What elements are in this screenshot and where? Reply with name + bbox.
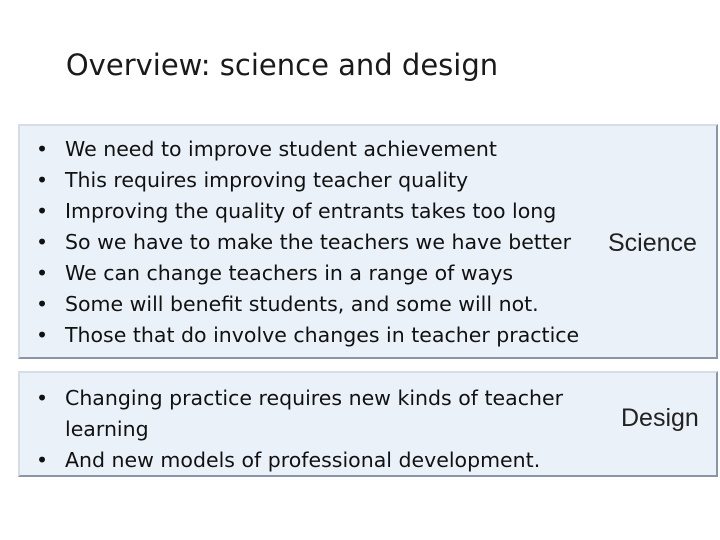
bullet-icon: • <box>35 292 49 316</box>
science-bullet-list <box>32 134 579 351</box>
bullet-icon: • <box>35 168 49 192</box>
slide-title: Overview: science and design <box>65 48 499 82</box>
bullet-icon: • <box>35 230 49 254</box>
design-panel <box>18 371 718 477</box>
bullet-text: And new models of professional development. <box>65 448 541 472</box>
list-item <box>32 134 579 165</box>
list-item <box>32 165 579 196</box>
bullet-icon: • <box>35 137 49 161</box>
list-item <box>32 445 602 476</box>
bullet-text: Improving the quality of entrants takes too long <box>65 199 557 223</box>
bullet-text: Some will benefit students, and some will not. <box>65 292 539 316</box>
bullet-icon: • <box>35 261 49 285</box>
list-item <box>32 227 579 258</box>
list-item <box>32 258 579 289</box>
bullet-text: Those that do involve changes in teacher practice <box>65 323 580 347</box>
bullet-icon: • <box>35 448 49 472</box>
bullet-text: We can change teachers in a range of ways <box>65 261 514 285</box>
science-panel <box>18 124 718 359</box>
list-item <box>32 383 602 445</box>
bullet-icon: • <box>35 323 49 347</box>
bullet-icon: • <box>35 386 49 410</box>
bullet-text: This requires improving teacher quality <box>65 168 469 192</box>
bullet-text: We need to improve student achievement <box>65 137 497 161</box>
design-bullet-list <box>32 383 602 476</box>
bullet-icon: • <box>35 199 49 223</box>
design-label: Design <box>621 404 699 432</box>
science-label: Science <box>608 229 697 257</box>
list-item <box>32 196 579 227</box>
bullet-text: So we have to make the teachers we have better <box>65 230 572 254</box>
bullet-text: Changing practice requires new kinds of teacher learning <box>65 386 564 441</box>
list-item <box>32 320 579 351</box>
list-item <box>32 289 579 320</box>
